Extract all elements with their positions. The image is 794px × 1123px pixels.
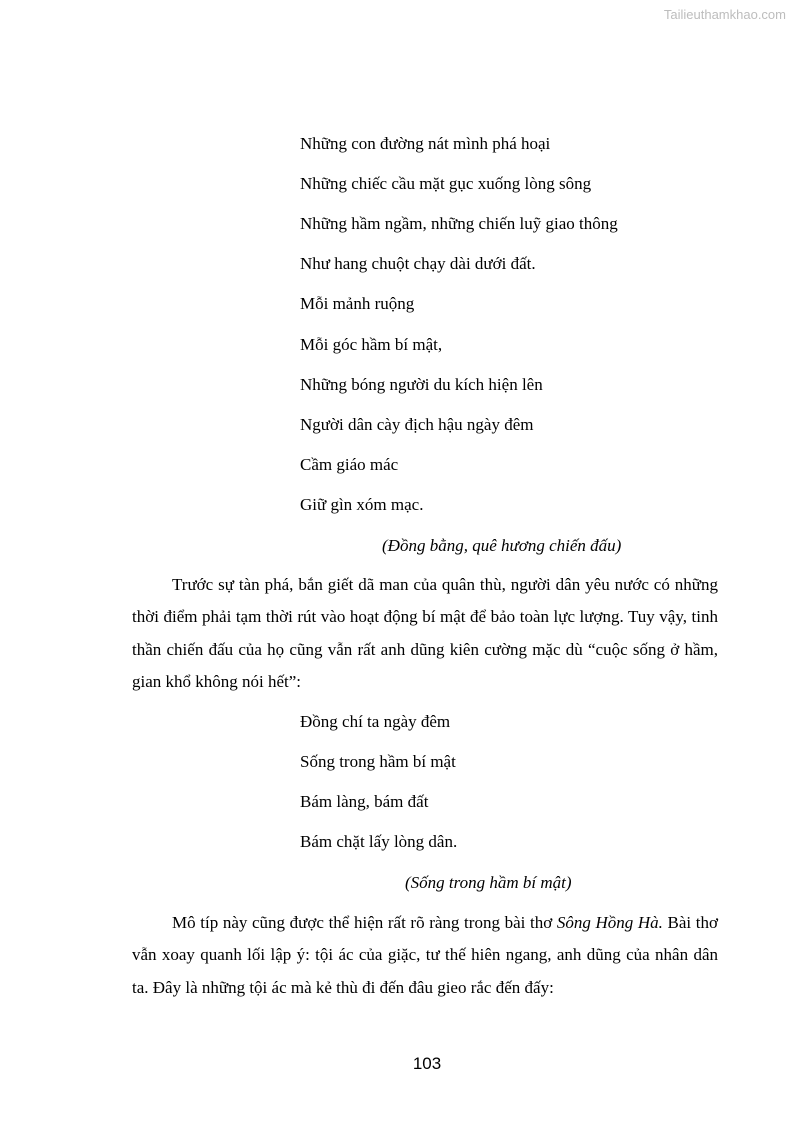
poem1-line: Mỗi mảnh ruộng — [300, 294, 415, 313]
poem2-line: Đồng chí ta ngày đêm — [300, 712, 451, 731]
poem1-line: Những chiếc cầu mặt gục xuống lòng sông — [300, 174, 592, 193]
poem1-line: Mỗi góc hầm bí mật, — [300, 335, 443, 354]
paragraph — [132, 907, 718, 1004]
poem1-line: Những con đường nát mình phá hoại — [300, 134, 551, 153]
poem2-line: Bám làng, bám đất — [300, 792, 429, 811]
watermark: Tailieuthamkhao.com — [663, 7, 786, 22]
poem-title: Sông Hồng Hà. — [556, 913, 663, 932]
poem1-source: (Đồng bằng, quê hương chiến đấu) — [382, 536, 622, 555]
page-number: 103 — [412, 1054, 442, 1073]
poem1-line: Như hang chuột chạy dài dưới đất. — [300, 254, 536, 273]
paragraph-text: Bài thơ vẫn xoay quanh lối lập ý: tội ác của giặc, tư thế hiên ngang, anh dũng của nhân dân ta. Đây là những tội ác mà kẻ thù đi đến đâu gieo rắc đến đấy: — [132, 913, 718, 997]
poem1-line: Cầm giáo mác — [300, 455, 399, 474]
paragraph-text: Mô típ này cũng được thể hiện rất rõ ràng trong bài thơ — [172, 913, 557, 932]
paragraph: Trước sự tàn phá, bắn giết dã man của quân thù, người dân yêu nước có những thời điểm phải tạm thời rút vào hoạt động bí mật để bảo toàn lực lượng. Tuy vậy, tinh thần chiến đấu của họ cũng vẫn rất anh dũng kiên cường mặc dù “cuộc sống ở hầm, gian khổ không nói hết”: — [132, 575, 718, 691]
poem1-line: Người dân cày địch hậu ngày đêm — [300, 415, 534, 434]
poem1-line: Những hầm ngầm, những chiến luỹ giao thông — [300, 214, 618, 233]
poem2-line: Bám chặt lấy lòng dân. — [300, 832, 458, 851]
poem1-line: Những bóng người du kích hiện lên — [300, 375, 543, 394]
poem2-line: Sống trong hầm bí mật — [300, 752, 456, 771]
poem2-source: (Sống trong hầm bí mật) — [405, 873, 572, 892]
poem1-line: Giữ gìn xóm mạc. — [300, 495, 424, 514]
